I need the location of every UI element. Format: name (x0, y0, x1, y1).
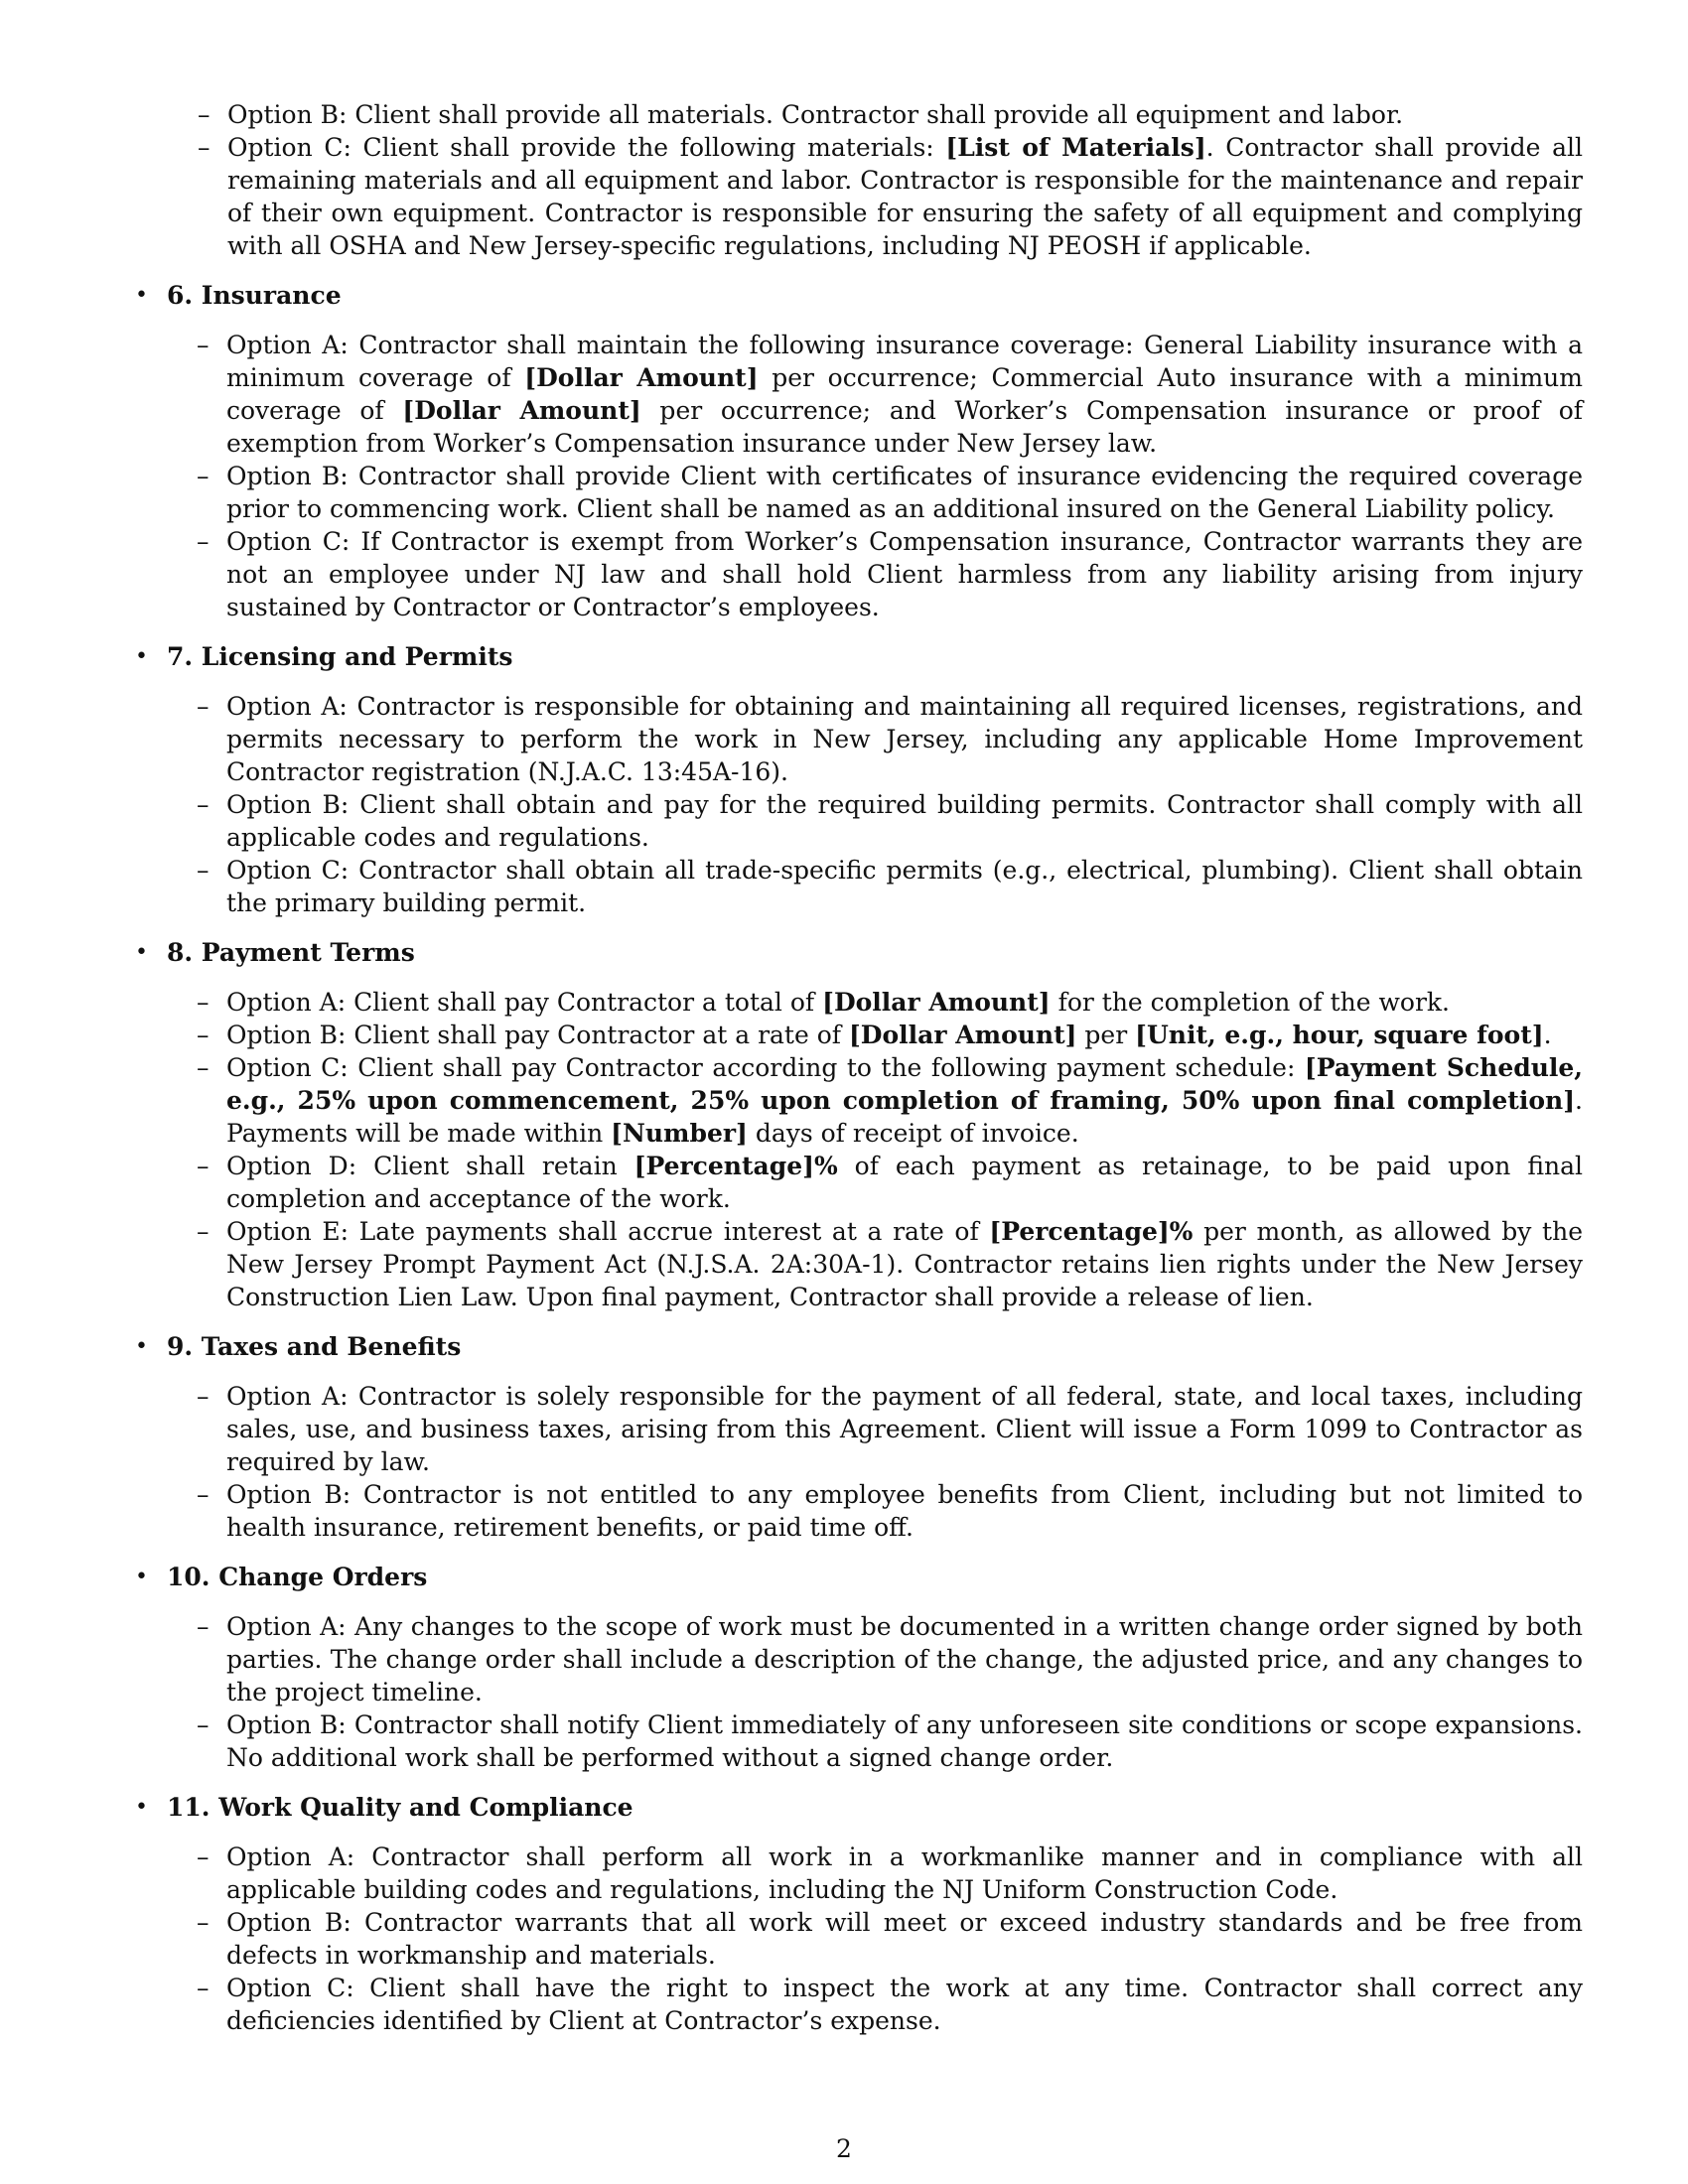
option-text: Option A: Any changes to the scope of work must be documented in a written change order signed by both parties. The change order shall include a description of the change, the adjusted price, and any changes to the project timeline. (226, 1612, 1583, 1706)
option-text: of each payment as retainage, to be paid upon final completion and acceptance of the work. (226, 1152, 1583, 1213)
option-text: for the completion of the work. (1050, 988, 1450, 1017)
section-item (130, 936, 1583, 1313)
placeholder-field: [Dollar Amount] (402, 396, 641, 425)
option-item (197, 1051, 1583, 1150)
section-title: 9. Taxes and Benefits (167, 1332, 462, 1361)
placeholder-field: [Percentage]% (989, 1217, 1194, 1246)
option-text: Option B: Contractor warrants that all work will meet or exceed industry standards and be free from defects in workmanship and materials. (226, 1908, 1583, 1970)
section-title: 10. Change Orders (167, 1563, 428, 1591)
section-item (130, 640, 1583, 919)
option-item (197, 1380, 1583, 1478)
option-list (167, 1841, 1583, 2037)
option-item (198, 98, 1583, 131)
option-text: Option E: Late payments shall accrue interest at a rate of (226, 1217, 990, 1246)
option-text: Option C: Client shall have the right to inspect the work at any time. Contractor shall correct any deficiencies identified by Client at Contractor’s expense. (226, 1974, 1583, 2035)
option-list (167, 329, 1583, 623)
dash-marker: – (197, 1217, 210, 1246)
option-text: Option B: Client shall provide all materials. Contractor shall provide all equipment and labor. (227, 100, 1404, 129)
option-text: per (1076, 1021, 1136, 1049)
option-text: Option B: Contractor is not entitled to any employee benefits from Client, including but not limited to health insurance, retirement benefits, or paid time off. (226, 1480, 1583, 1542)
continued-option-list (130, 98, 1583, 262)
section-title: 11. Work Quality and Compliance (167, 1793, 633, 1822)
dash-marker: – (198, 100, 211, 129)
dash-marker: – (197, 527, 210, 556)
bullet-marker: • (135, 644, 148, 669)
dash-marker: – (197, 1908, 210, 1937)
page-number: 2 (836, 2134, 852, 2163)
dash-marker: – (197, 331, 210, 359)
option-item (198, 131, 1583, 262)
placeholder-field: [Dollar Amount] (848, 1021, 1077, 1049)
dash-marker: – (197, 1382, 210, 1411)
option-text: Option D: Client shall retain (226, 1152, 634, 1180)
option-item (197, 1708, 1583, 1774)
dash-marker: – (197, 1843, 210, 1871)
option-text: per occurrence; and Worker’s Compensation insurance or proof of exemption from Worker’s Compensation insurance under New Jersey law. (226, 396, 1584, 458)
option-item (197, 1610, 1583, 1708)
option-item (197, 1906, 1583, 1972)
option-item (197, 1841, 1583, 1906)
option-text: Option C: Client shall provide the following materials: (227, 133, 946, 162)
dash-marker: – (197, 1152, 210, 1180)
option-text: Option A: Contractor shall perform all work in a workmanlike manner and in compliance with all applicable building codes and regulations, including the NJ Uniform Construction Code. (226, 1843, 1583, 1904)
bullet-marker: • (135, 1565, 148, 1589)
option-item (197, 1215, 1583, 1313)
option-text: Option A: Contractor is solely responsible for the payment of all federal, state, and local taxes, including sales, use, and business taxes, arising from this Agreement. Client will issue a Form 1099 to Contractor as required by law. (226, 1382, 1583, 1476)
option-list (167, 1380, 1583, 1544)
placeholder-field: [Percentage]% (633, 1152, 838, 1180)
option-item (197, 460, 1583, 525)
option-text: Option A: Contractor is responsible for obtaining and maintaining all required licenses, registrations, and permits necessary to perform the work in New Jersey, including any applicable Home Improvement Contractor registration (N.J.A.C. 13:45A-16). (226, 692, 1583, 786)
dash-marker: – (198, 133, 211, 162)
option-item (197, 1478, 1583, 1544)
option-text: Option B: Contractor shall provide Client with certificates of insurance evidencing the required coverage prior to commencing work. Client shall be named as an additional insured on the General Liability policy. (226, 462, 1583, 523)
dash-marker: – (197, 790, 210, 819)
section-item (130, 1561, 1583, 1774)
dash-marker: – (197, 1053, 210, 1082)
option-item (197, 1019, 1583, 1051)
option-text: Option C: Contractor shall obtain all trade-specific permits (e.g., electrical, plumbing). Client shall obtain the primary building permit. (226, 856, 1583, 917)
option-text: . (1543, 1021, 1552, 1049)
dash-marker: – (197, 988, 210, 1017)
bullet-marker: • (135, 283, 148, 308)
option-item (197, 1972, 1583, 2037)
option-text: Option B: Client shall pay Contractor at a rate of (226, 1021, 849, 1049)
section-item (130, 1330, 1583, 1544)
option-item (197, 1150, 1583, 1215)
option-item (197, 690, 1583, 788)
option-text: . Contractor shall provide all remaining materials and all equipment and labor. Contractor is responsible for the maintenance and repair of their own equipment. Contractor is responsible for ensuring the safety of all equipment and complying with all OSHA and New Jersey-specific regulations, including NJ PEOSH if applicable. (227, 133, 1583, 260)
option-text: Option C: If Contractor is exempt from Worker’s Compensation insurance, Contractor warrants they are not an employee under NJ law and shall hold Client harmless from any liability arising from injury sustained by Contractor or Contractor’s employees. (226, 527, 1583, 621)
dash-marker: – (197, 1480, 210, 1509)
placeholder-field: [Unit, e.g., hour, square foot] (1135, 1021, 1544, 1049)
dash-marker: – (197, 1612, 210, 1641)
dash-marker: – (197, 856, 210, 885)
option-text: Option B: Client shall obtain and pay for the required building permits. Contractor shall comply with all applicable codes and regulations. (226, 790, 1583, 852)
section-title: 6. Insurance (167, 281, 342, 310)
placeholder-field: [Dollar Amount] (822, 988, 1051, 1017)
option-text: Option C: Client shall pay Contractor according to the following payment schedule: (226, 1053, 1305, 1082)
option-item (197, 854, 1583, 919)
dash-marker: – (197, 1710, 210, 1739)
option-text: Option A: Client shall pay Contractor a total of (226, 988, 823, 1017)
bullet-marker: • (135, 1334, 148, 1359)
section-title: 7. Licensing and Permits (167, 642, 513, 671)
option-text: . Payments will be made within (226, 1086, 1583, 1148)
dash-marker: – (197, 1974, 210, 2002)
dash-marker: – (197, 692, 210, 721)
option-item (197, 525, 1583, 623)
dash-marker: – (197, 1021, 210, 1049)
option-list (167, 690, 1583, 919)
dash-marker: – (197, 462, 210, 490)
option-text: per month, as allowed by the New Jersey Prompt Payment Act (N.J.S.A. 2A:30A-1). Contractor retains lien rights under the New Jersey Construction Lien Law. Upon final payment, Contractor shall provide a release of lien. (226, 1217, 1583, 1311)
option-text: Option B: Contractor shall notify Client immediately of any unforeseen site conditions or scope expansions. No additional work shall be performed without a signed change order. (226, 1710, 1583, 1772)
option-list (167, 1610, 1583, 1774)
bullet-marker: • (135, 1795, 148, 1820)
placeholder-field: [List of Materials] (945, 133, 1206, 162)
section-title: 8. Payment Terms (167, 938, 415, 967)
option-item (197, 986, 1583, 1019)
placeholder-field: [Dollar Amount] (524, 363, 759, 392)
option-text: Option A: Contractor shall maintain the following insurance coverage: General Liability insurance with a minimum coverage of (226, 331, 1583, 392)
option-item (197, 329, 1584, 460)
placeholder-field: [Number] (611, 1119, 748, 1148)
option-list (167, 986, 1583, 1313)
section-item (130, 279, 1583, 623)
section-item (130, 1791, 1583, 2037)
section-list (130, 279, 1583, 2037)
placeholder-field: [Payment Schedule, e.g., 25% upon commencement, 25% upon completion of framing, 50% upon final completion] (226, 1053, 1583, 1115)
bullet-marker: • (135, 940, 148, 965)
option-text: per occurrence; Commercial Auto insurance with a minimum coverage of (226, 363, 1583, 425)
option-item (197, 788, 1583, 854)
option-text: days of receipt of invoice. (747, 1119, 1079, 1148)
